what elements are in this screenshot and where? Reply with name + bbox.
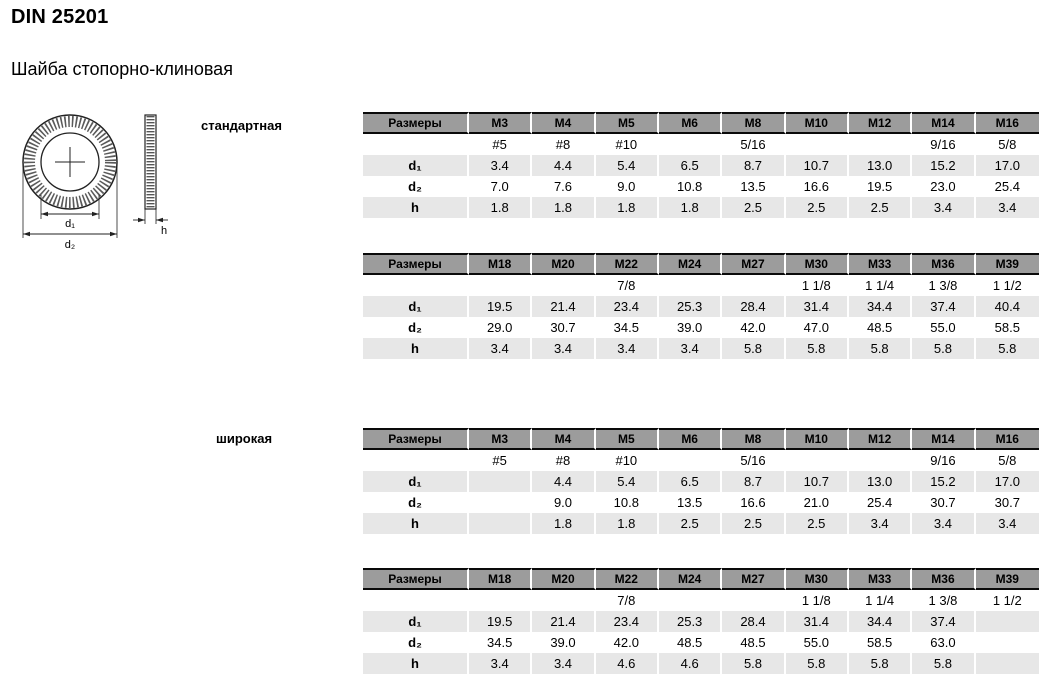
value-cell: 5.8 — [976, 338, 1039, 359]
value-cell — [786, 134, 849, 155]
metric-size-header-cell: M27 — [722, 253, 785, 275]
metric-size-header-cell: M16 — [976, 428, 1039, 450]
value-cell: #10 — [596, 450, 659, 471]
value-cell: #8 — [532, 134, 595, 155]
value-cell — [976, 653, 1039, 674]
value-cell: 3.4 — [469, 155, 532, 176]
value-cell: 1.8 — [532, 197, 595, 218]
spec-table-row — [363, 317, 1039, 338]
row-label-cell: h — [363, 197, 469, 218]
value-cell: 5.4 — [596, 155, 659, 176]
value-cell: 55.0 — [786, 632, 849, 653]
value-cell: 39.0 — [659, 317, 722, 338]
value-cell: 5.8 — [786, 338, 849, 359]
spec-table-row — [363, 590, 1039, 611]
value-cell: 5/16 — [722, 134, 785, 155]
metric-size-header-cell: M6 — [659, 112, 722, 134]
value-cell — [849, 134, 912, 155]
value-cell: 1 3/8 — [912, 590, 975, 611]
value-cell: #5 — [469, 134, 532, 155]
value-cell: 40.4 — [976, 296, 1039, 317]
spec-table-row — [363, 513, 1039, 534]
value-cell: 34.4 — [849, 296, 912, 317]
spec-table-header-row — [363, 112, 1039, 134]
value-cell: 5/16 — [722, 450, 785, 471]
value-cell: 4.4 — [532, 155, 595, 176]
value-cell: 25.3 — [659, 611, 722, 632]
value-cell: 13.0 — [849, 471, 912, 492]
value-cell: 1.8 — [532, 513, 595, 534]
metric-size-header-cell: M18 — [469, 568, 532, 590]
spec-table-row — [363, 492, 1039, 513]
dim-label-d1: d₁ — [65, 218, 75, 230]
value-cell: 2.5 — [722, 197, 785, 218]
metric-size-header-cell: M14 — [912, 112, 975, 134]
value-cell: 30.7 — [532, 317, 595, 338]
spec-table-row — [363, 197, 1039, 218]
value-cell — [469, 275, 532, 296]
value-cell: 2.5 — [786, 197, 849, 218]
dim-label-d2: d₂ — [64, 239, 76, 251]
value-cell: 5.8 — [722, 338, 785, 359]
value-cell — [659, 134, 722, 155]
spec-table — [363, 253, 1039, 359]
row-label-cell: h — [363, 653, 469, 674]
washer-front-view — [23, 115, 117, 209]
metric-size-header-cell: M27 — [722, 568, 785, 590]
spec-table-header-row — [363, 428, 1039, 450]
metric-size-header-cell: M39 — [976, 253, 1039, 275]
value-cell — [659, 450, 722, 471]
value-cell: 5.4 — [596, 471, 659, 492]
value-cell: 3.4 — [659, 338, 722, 359]
value-cell: 5.8 — [912, 338, 975, 359]
metric-size-header-cell: M16 — [976, 112, 1039, 134]
value-cell: 1 1/8 — [786, 590, 849, 611]
value-cell: 2.5 — [659, 513, 722, 534]
value-cell: 34.5 — [469, 632, 532, 653]
row-label-cell: h — [363, 513, 469, 534]
value-cell: 48.5 — [849, 317, 912, 338]
value-cell: 23.4 — [596, 611, 659, 632]
spec-table-row — [363, 653, 1039, 674]
value-cell: 4.6 — [659, 653, 722, 674]
metric-size-header-cell: M3 — [469, 428, 532, 450]
metric-size-header-cell: M22 — [596, 568, 659, 590]
washer-drawing-svg — [12, 100, 192, 252]
row-label-cell — [363, 590, 469, 611]
value-cell: 13.0 — [849, 155, 912, 176]
spec-table-row — [363, 338, 1039, 359]
value-cell: 1.8 — [596, 197, 659, 218]
value-cell: 3.4 — [596, 338, 659, 359]
value-cell: 1 1/2 — [976, 590, 1039, 611]
section-label-standard: стандартная — [201, 118, 282, 133]
metric-size-header-cell: M14 — [912, 428, 975, 450]
value-cell: 3.4 — [469, 338, 532, 359]
spec-table-row — [363, 155, 1039, 176]
row-label-cell: d₂ — [363, 317, 469, 338]
value-cell: 47.0 — [786, 317, 849, 338]
value-cell: 23.0 — [912, 176, 975, 197]
value-cell: 21.4 — [532, 611, 595, 632]
sizes-header-cell: Размеры — [363, 253, 469, 275]
value-cell: 31.4 — [786, 296, 849, 317]
value-cell — [532, 590, 595, 611]
value-cell: 30.7 — [912, 492, 975, 513]
metric-size-header-cell: M10 — [786, 428, 849, 450]
value-cell: 8.7 — [722, 471, 785, 492]
value-cell: #8 — [532, 450, 595, 471]
value-cell: #10 — [596, 134, 659, 155]
washer-drawing — [12, 100, 192, 257]
metric-size-header-cell: M33 — [849, 253, 912, 275]
metric-size-header-cell: M3 — [469, 112, 532, 134]
table-standard-m3-m16 — [363, 112, 1039, 218]
value-cell: 2.5 — [849, 197, 912, 218]
value-cell: 19.5 — [469, 296, 532, 317]
spec-table-row — [363, 611, 1039, 632]
value-cell: 6.5 — [659, 471, 722, 492]
value-cell: 15.2 — [912, 155, 975, 176]
value-cell: 1.8 — [469, 197, 532, 218]
value-cell: 3.4 — [976, 197, 1039, 218]
value-cell: 37.4 — [912, 296, 975, 317]
spec-table-row — [363, 450, 1039, 471]
value-cell: 19.5 — [469, 611, 532, 632]
value-cell: 31.4 — [786, 611, 849, 632]
value-cell: 13.5 — [659, 492, 722, 513]
table-wide-m3-m16 — [363, 428, 1039, 534]
value-cell: 28.4 — [722, 296, 785, 317]
value-cell: 25.3 — [659, 296, 722, 317]
value-cell: 10.7 — [786, 155, 849, 176]
value-cell: 8.7 — [722, 155, 785, 176]
value-cell — [469, 513, 532, 534]
value-cell: 3.4 — [469, 653, 532, 674]
row-label-cell — [363, 275, 469, 296]
value-cell: 5.8 — [849, 653, 912, 674]
value-cell: 48.5 — [659, 632, 722, 653]
spec-table — [363, 428, 1039, 534]
metric-size-header-cell: M20 — [532, 568, 595, 590]
page-title: DIN 25201 — [11, 6, 109, 28]
metric-size-header-cell: M6 — [659, 428, 722, 450]
value-cell: 23.4 — [596, 296, 659, 317]
spec-table-row — [363, 296, 1039, 317]
sizes-header-cell: Размеры — [363, 568, 469, 590]
value-cell: 3.4 — [912, 197, 975, 218]
value-cell — [469, 590, 532, 611]
dim-label-h: h — [160, 225, 168, 237]
value-cell: 1.8 — [596, 513, 659, 534]
value-cell: 1 1/4 — [849, 590, 912, 611]
value-cell: 17.0 — [976, 471, 1039, 492]
row-label-cell: d₁ — [363, 155, 469, 176]
value-cell: 25.4 — [976, 176, 1039, 197]
value-cell: 15.2 — [912, 471, 975, 492]
value-cell: 2.5 — [786, 513, 849, 534]
metric-size-header-cell: M30 — [786, 568, 849, 590]
value-cell — [469, 492, 532, 513]
metric-size-header-cell: M5 — [596, 428, 659, 450]
sizes-header-cell: Размеры — [363, 112, 469, 134]
value-cell: 42.0 — [596, 632, 659, 653]
metric-size-header-cell: M36 — [912, 253, 975, 275]
value-cell: 30.7 — [976, 492, 1039, 513]
row-label-cell: d₂ — [363, 492, 469, 513]
value-cell — [659, 590, 722, 611]
value-cell: 17.0 — [976, 155, 1039, 176]
section-label-wide: широкая — [216, 431, 273, 446]
value-cell: 48.5 — [722, 632, 785, 653]
value-cell: 1.8 — [659, 197, 722, 218]
value-cell: #5 — [469, 450, 532, 471]
value-cell: 34.5 — [596, 317, 659, 338]
value-cell — [659, 275, 722, 296]
value-cell: 55.0 — [912, 317, 975, 338]
value-cell: 34.4 — [849, 611, 912, 632]
value-cell: 37.4 — [912, 611, 975, 632]
spec-table-row — [363, 275, 1039, 296]
value-cell: 16.6 — [722, 492, 785, 513]
value-cell: 29.0 — [469, 317, 532, 338]
metric-size-header-cell: M8 — [722, 112, 785, 134]
value-cell: 7/8 — [596, 275, 659, 296]
value-cell: 1 1/8 — [786, 275, 849, 296]
value-cell: 21.4 — [532, 296, 595, 317]
row-label-cell: h — [363, 338, 469, 359]
value-cell: 5.8 — [912, 653, 975, 674]
value-cell: 5/8 — [976, 450, 1039, 471]
value-cell: 21.0 — [786, 492, 849, 513]
value-cell: 9/16 — [912, 450, 975, 471]
row-label-cell: d₁ — [363, 471, 469, 492]
value-cell: 2.5 — [722, 513, 785, 534]
metric-size-header-cell: M8 — [722, 428, 785, 450]
value-cell: 63.0 — [912, 632, 975, 653]
metric-size-header-cell: M4 — [532, 112, 595, 134]
metric-size-header-cell: M33 — [849, 568, 912, 590]
row-label-cell: d₂ — [363, 176, 469, 197]
row-label-cell — [363, 134, 469, 155]
value-cell: 5/8 — [976, 134, 1039, 155]
spec-table-row — [363, 471, 1039, 492]
value-cell: 3.4 — [532, 338, 595, 359]
page-subtitle: Шайба стопорно-клиновая — [11, 59, 233, 79]
value-cell — [722, 275, 785, 296]
value-cell: 10.7 — [786, 471, 849, 492]
row-label-cell: d₂ — [363, 632, 469, 653]
value-cell: 1 3/8 — [912, 275, 975, 296]
value-cell: 7.0 — [469, 176, 532, 197]
spec-table — [363, 112, 1039, 218]
value-cell — [976, 632, 1039, 653]
metric-size-header-cell: M4 — [532, 428, 595, 450]
value-cell: 3.4 — [912, 513, 975, 534]
value-cell: 19.5 — [849, 176, 912, 197]
value-cell — [976, 611, 1039, 632]
value-cell: 1 1/4 — [849, 275, 912, 296]
washer-side-view — [133, 115, 168, 237]
row-label-cell — [363, 450, 469, 471]
spec-table-header-row — [363, 253, 1039, 275]
metric-size-header-cell: M20 — [532, 253, 595, 275]
value-cell: 4.6 — [596, 653, 659, 674]
row-label-cell: d₁ — [363, 296, 469, 317]
metric-size-header-cell: M18 — [469, 253, 532, 275]
metric-size-header-cell: M10 — [786, 112, 849, 134]
value-cell: 13.5 — [722, 176, 785, 197]
spec-table — [363, 568, 1039, 674]
value-cell: 1 1/2 — [976, 275, 1039, 296]
metric-size-header-cell: M5 — [596, 112, 659, 134]
metric-size-header-cell: M12 — [849, 428, 912, 450]
value-cell — [786, 450, 849, 471]
value-cell: 7.6 — [532, 176, 595, 197]
metric-size-header-cell: M30 — [786, 253, 849, 275]
metric-size-header-cell: M39 — [976, 568, 1039, 590]
value-cell: 9/16 — [912, 134, 975, 155]
value-cell: 7/8 — [596, 590, 659, 611]
spec-table-row — [363, 134, 1039, 155]
metric-size-header-cell: M12 — [849, 112, 912, 134]
value-cell: 58.5 — [976, 317, 1039, 338]
sizes-header-cell: Размеры — [363, 428, 469, 450]
metric-size-header-cell: M22 — [596, 253, 659, 275]
value-cell: 4.4 — [532, 471, 595, 492]
spec-table-header-row — [363, 568, 1039, 590]
value-cell: 9.0 — [532, 492, 595, 513]
value-cell: 3.4 — [976, 513, 1039, 534]
value-cell: 5.8 — [722, 653, 785, 674]
value-cell: 5.8 — [849, 338, 912, 359]
value-cell: 10.8 — [596, 492, 659, 513]
value-cell — [849, 450, 912, 471]
value-cell: 25.4 — [849, 492, 912, 513]
table-standard-m18-m39 — [363, 253, 1039, 359]
value-cell: 10.8 — [659, 176, 722, 197]
spec-table-row — [363, 632, 1039, 653]
value-cell: 39.0 — [532, 632, 595, 653]
value-cell — [722, 590, 785, 611]
value-cell — [469, 471, 532, 492]
value-cell: 3.4 — [532, 653, 595, 674]
value-cell: 58.5 — [849, 632, 912, 653]
metric-size-header-cell: M36 — [912, 568, 975, 590]
value-cell: 5.8 — [786, 653, 849, 674]
value-cell: 16.6 — [786, 176, 849, 197]
row-label-cell: d₁ — [363, 611, 469, 632]
value-cell: 6.5 — [659, 155, 722, 176]
spec-table-row — [363, 176, 1039, 197]
value-cell: 42.0 — [722, 317, 785, 338]
value-cell: 3.4 — [849, 513, 912, 534]
value-cell — [532, 275, 595, 296]
value-cell: 9.0 — [596, 176, 659, 197]
table-wide-m18-m39 — [363, 568, 1039, 674]
value-cell: 28.4 — [722, 611, 785, 632]
metric-size-header-cell: M24 — [659, 568, 722, 590]
metric-size-header-cell: M24 — [659, 253, 722, 275]
